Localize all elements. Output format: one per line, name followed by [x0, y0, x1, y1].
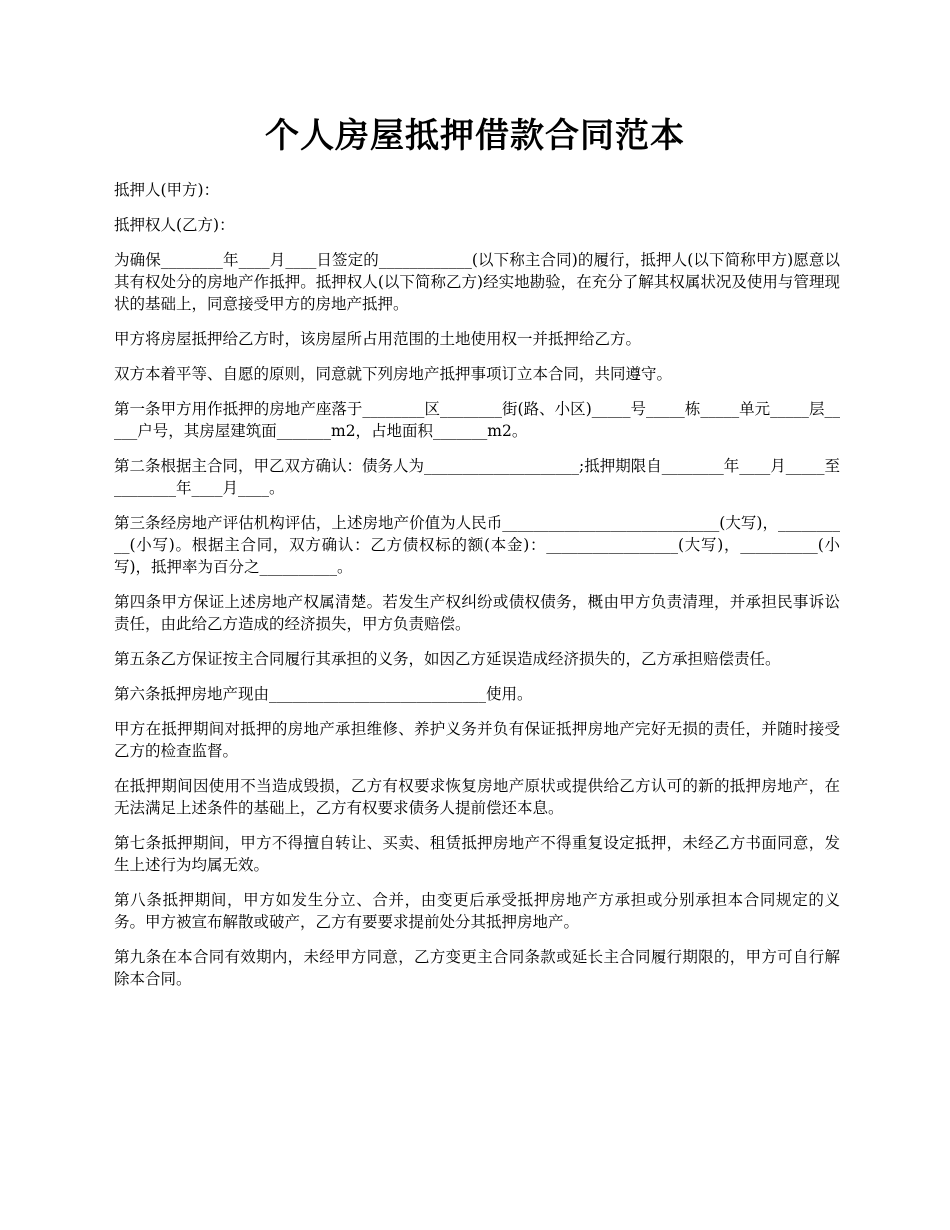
article-8: 第八条抵押期间，甲方如发生分立、合并，由变更后承受抵押房地产方承担或分别承担本合同规定的义务。甲方被宣布解散或破产，乙方有要要求提前处分其抵押房地产。 — [114, 891, 840, 931]
party-a-line: 抵押人(甲方)： — [114, 181, 220, 199]
document-title: 个人房屋抵押借款合同范本 — [265, 116, 685, 156]
damage-paragraph: 在抵押期间因使用不当造成毁损，乙方有权要求恢复房地产原状或提供给乙方认可的新的抵押房地产，在无法满足上述条件的基础上，乙方有权要求债务人提前偿还本息。 — [114, 777, 840, 817]
maintenance-paragraph: 甲方在抵押期间对抵押的房地产承担维修、养护义务并负有保证抵押房地产完好无损的责任，并随时接受乙方的检查监督。 — [114, 720, 840, 760]
preamble-paragraph: 为确保________年____月____日签定的____________(以下称主合同)的履行，抵押人(以下简称甲方)愿意以其有权处分的房地产作抵押。抵押权人(以下简称乙方)经实地勘验，在充分了解其权属状况及使用与管理现状的基础上，同意接受甲方的房地产抵押。 — [114, 251, 840, 313]
article-3: 第三条经房地产评估机构评估，上述房地产价值为人民币____________________________(大写)，__________(小写)。根据主合同，双方确认：乙方债权标的额(本金)：_________________(大写)，__________(小写)，抵押率为百分之__________。 — [114, 514, 840, 576]
document-body — [114, 179, 840, 1003]
land-use-paragraph: 甲方将房屋抵押给乙方时，该房屋所占用范围的土地使用权一并抵押给乙方。 — [114, 330, 642, 348]
principle-paragraph: 双方本着平等、自愿的原则，同意就下列房地产抵押事项订立本合同，共同遵守。 — [114, 365, 673, 383]
article-9: 第九条在本合同有效期内，未经甲方同意，乙方变更主合同条款或延长主合同履行期限的，甲方可自行解除本合同。 — [114, 948, 840, 988]
article-4: 第四条甲方保证上述房地产权属清楚。若发生产权纠纷或债权债务，概由甲方负责清理，并承担民事诉讼责任，由此给乙方造成的经济损失，甲方负责赔偿。 — [114, 593, 840, 633]
article-7: 第七条抵押期间，甲方不得擅自转让、买卖、租赁抵押房地产不得重复设定抵押，未经乙方书面同意，发生上述行为均属无效。 — [114, 834, 840, 874]
party-b-line: 抵押权人(乙方)： — [114, 216, 235, 234]
article-6: 第六条抵押房地产现由____________________________使用。 — [114, 685, 533, 703]
article-5: 第五条乙方保证按主合同履行其承担的义务，如因乙方延误造成经济损失的，乙方承担赔偿责任。 — [114, 650, 781, 668]
article-1: 第一条甲方用作抵押的房地产座落于________区________街(路、小区)_____号_____栋_____单元_____层_____户号，其房屋建筑面_______m2，占地面积_______m2。 — [114, 400, 840, 440]
article-2: 第二条根据主合同，甲乙双方确认：债务人为____________________;抵押期限自________年____月_____至________年____月____。 — [114, 457, 840, 497]
